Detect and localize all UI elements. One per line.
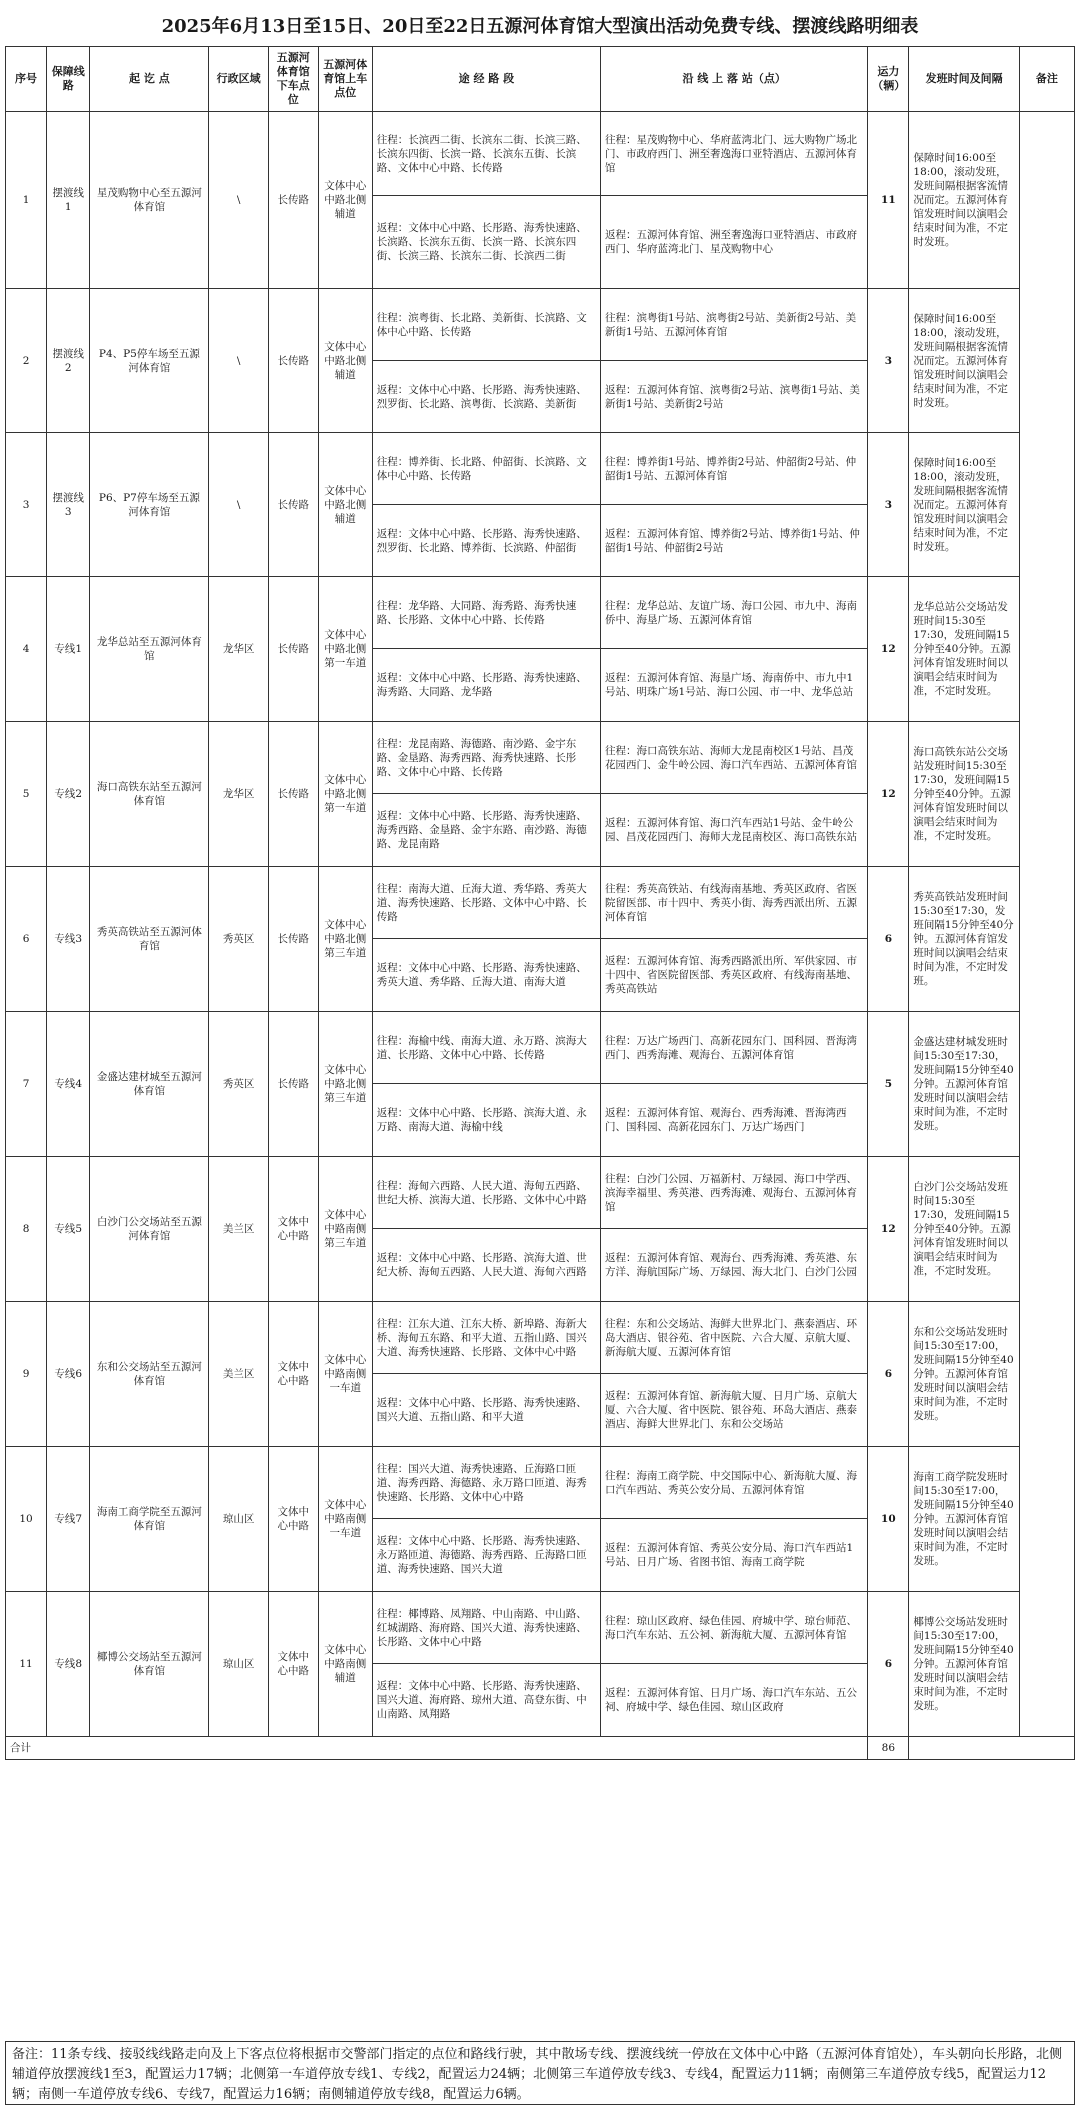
route-table — [5, 46, 1075, 1760]
district: 美兰区 — [209, 1302, 269, 1447]
route-outbound: 往程：海甸六西路、人民大道、海甸五西路、世纪大桥、滨海大道、长彤路、文体中心中路 — [372, 1157, 600, 1229]
drop-off-point: 长传路 — [268, 577, 318, 722]
route-outbound: 往程：国兴大道、海秀快速路、丘海路口匝道、海秀西路、海德路、永万路口匝道、海秀快速路、长彤路、文体中心中路 — [372, 1447, 600, 1519]
drop-off-point: 文体中心中路 — [268, 1447, 318, 1592]
route-outbound: 往程：海榆中线、南海大道、永万路、滨海大道、长彤路、文体中心中路、长传路 — [372, 1012, 600, 1084]
stops-return: 返程：五源河体育馆、观海台、西秀海滩、晋海湾西门、国科园、高新花园东门、万达广场西门 — [601, 1084, 868, 1157]
district: 秀英区 — [209, 1012, 269, 1157]
schedule: 保障时间16:00至18:00，滚动发班，发班间隔根据客流情况而定。五源河体育馆发班时间以演唱会结束时间为准，不定时发班。 — [909, 112, 1019, 289]
origin-destination: 椰博公交场站至五源河体育馆 — [90, 1592, 209, 1737]
stops-outbound: 往程：万达广场西门、高新花园东门、国科园、晋海湾西门、西秀海滩、观海台、五源河体育馆 — [601, 1012, 868, 1084]
row-number: 4 — [6, 577, 47, 722]
route-return: 返程：文体中心中路、长彤路、滨海大道、世纪大桥、海甸五西路、人民大道、海甸六西路 — [372, 1229, 600, 1302]
table-row — [6, 1157, 1075, 1229]
stops-outbound: 往程：星茂购物中心、华府蓝湾北门、远大购物广场北门、市政府西门、洲至奢逸海口亚特酒店、五源河体育馆 — [601, 112, 868, 196]
route-return: 返程：文体中心中路、长彤路、海秀快速路、海秀西路、金垦路、金宇东路、南沙路、海德路、龙昆南路 — [372, 794, 600, 867]
total-label: 合计 — [6, 1737, 868, 1760]
header-od: 起 讫 点 — [90, 47, 209, 112]
line-name: 专线7 — [47, 1447, 90, 1592]
capacity: 3 — [868, 433, 909, 577]
row-number: 2 — [6, 289, 47, 433]
route-outbound: 往程：南海大道、丘海大道、秀华路、秀英大道、海秀快速路、长彤路、文体中心中路、长传路 — [372, 867, 600, 939]
header-line: 保障线路 — [47, 47, 90, 112]
schedule: 白沙门公交场站发班时间15:30至17:30，发班间隔15分钟至40分钟。五源河体育馆发班时间以演唱会结束时间为准，不定时发班。 — [909, 1157, 1019, 1302]
table-header-row — [6, 47, 1075, 112]
line-name: 摆渡线3 — [47, 433, 90, 577]
district: \ — [209, 433, 269, 577]
header-capacity: 运力（辆） — [868, 47, 909, 112]
pick-up-point: 文体中心中路南侧辅道 — [318, 1592, 372, 1737]
line-name: 专线5 — [47, 1157, 90, 1302]
row-number: 11 — [6, 1592, 47, 1737]
schedule: 海南工商学院发班时间15:30至17:00，发班间隔15分钟至40分钟。五源河体育馆发班时间以演唱会结束时间为准，不定时发班。 — [909, 1447, 1019, 1592]
header-district: 行政区域 — [209, 47, 269, 112]
schedule: 海口高铁东站公交场站发班时间15:30至17:30，发班间隔15分钟至40分钟。五源河体育馆发班时间以演唱会结束时间为准，不定时发班。 — [909, 722, 1019, 867]
stops-outbound: 往程：东和公交场站、海鲜大世界北门、燕泰酒店、环岛大酒店、银谷苑、省中医院、六合大厦、京航大厦、新海航大厦、五源河体育馆 — [601, 1302, 868, 1374]
table-row — [6, 1302, 1075, 1374]
header-no: 序号 — [6, 47, 47, 112]
pick-up-point: 文体中心中路北侧第一车道 — [318, 577, 372, 722]
pick-up-point: 文体中心中路南侧一车道 — [318, 1302, 372, 1447]
pick-up-point: 文体中心中路北侧第一车道 — [318, 722, 372, 867]
origin-destination: 海南工商学院至五源河体育馆 — [90, 1447, 209, 1592]
table-row — [6, 1447, 1075, 1519]
route-outbound: 往程：江东大道、江东大桥、新埠路、海新大桥、海甸五东路、和平大道、五指山路、国兴大道、海秀快速路、长彤路、文体中心中路 — [372, 1302, 600, 1374]
origin-destination: P4、P5停车场至五源河体育馆 — [90, 289, 209, 433]
route-return: 返程：文体中心中路、长彤路、海秀快速路、烈罗街、长北路、滨粤街、长滨路、美新街 — [372, 361, 600, 433]
total-capacity: 86 — [868, 1737, 909, 1760]
table-row — [6, 577, 1075, 649]
origin-destination: 龙华总站至五源河体育馆 — [90, 577, 209, 722]
district: 琼山区 — [209, 1447, 269, 1592]
stops-return: 返程：五源河体育馆、海秀西路派出所、军供家园、市十四中、省医院留医部、秀英区政府、有线海南基地、秀英高铁站 — [601, 939, 868, 1012]
pick-up-point: 文体中心中路南侧一车道 — [318, 1447, 372, 1592]
row-number: 3 — [6, 433, 47, 577]
schedule: 保障时间16:00至18:00，滚动发班，发班间隔根据客流情况而定。五源河体育馆发班时间以演唱会结束时间为准，不定时发班。 — [909, 289, 1019, 433]
header-stops: 沿 线 上 落 站（点） — [601, 47, 868, 112]
stops-outbound: 往程：秀英高铁站、有线海南基地、秀英区政府、省医院留医部、市十四中、秀英小街、海秀西派出所、五源河体育馆 — [601, 867, 868, 939]
stops-return: 返程：五源河体育馆、秀英公安分局、海口汽车西站1号站、日月广场、省图书馆、海南工商学院 — [601, 1519, 868, 1592]
drop-off-point: 长传路 — [268, 867, 318, 1012]
stops-return: 返程：五源河体育馆、博养街2号站、博养街1号站、仲韶街1号站、仲韶街2号站 — [601, 505, 868, 577]
row-number: 9 — [6, 1302, 47, 1447]
schedule: 金盛达建材城发班时间15:30至17:30，发班间隔15分钟至40分钟。五源河体育馆发班时间以演唱会结束时间为准，不定时发班。 — [909, 1012, 1019, 1157]
row-number: 10 — [6, 1447, 47, 1592]
stops-outbound: 往程：琼山区政府、绿色佳园、府城中学、琼台师范、海口汽车东站、五公祠、新海航大厦、五源河体育馆 — [601, 1592, 868, 1664]
capacity: 12 — [868, 1157, 909, 1302]
district: 琼山区 — [209, 1592, 269, 1737]
document-title: 2025年6月13日至15日、20日至22日五源河体育馆大型演出活动免费专线、摆渡线路明细表 — [161, 16, 919, 37]
table-body — [6, 112, 1075, 1760]
district: 秀英区 — [209, 867, 269, 1012]
pick-up-point: 文体中心中路北侧辅道 — [318, 112, 372, 289]
route-outbound: 往程：滨粤街、长北路、美新街、长滨路、文体中心中路、长传路 — [372, 289, 600, 361]
header-remark: 备注 — [1019, 47, 1074, 112]
route-outbound: 往程：龙华路、大同路、海秀路、海秀快速路、长彤路、文体中心中路、长传路 — [372, 577, 600, 649]
district: 龙华区 — [209, 722, 269, 867]
district: 美兰区 — [209, 1157, 269, 1302]
schedule: 秀英高铁站发班时间15:30至17:30，发班间隔15分钟至40分钟。五源河体育馆发班时间以演唱会结束时间为准，不定时发班。 — [909, 867, 1019, 1012]
drop-off-point: 长传路 — [268, 112, 318, 289]
route-return: 返程：文体中心中路、长彤路、滨海大道、永万路、南海大道、海榆中线 — [372, 1084, 600, 1157]
route-return: 返程：文体中心中路、长彤路、海秀快速路、长滨路、长滨东五街、长滨一路、长滨东四街、长滨三路、长滨东二街、长滨西二街 — [372, 196, 600, 289]
stops-return: 返程：五源河体育馆、日月广场、海口汽车东站、五公祠、府城中学、绿色佳园、琼山区政府 — [601, 1664, 868, 1737]
origin-destination: 白沙门公交场站至五源河体育馆 — [90, 1157, 209, 1302]
route-return: 返程：文体中心中路、长彤路、海秀快速路、永万路匝道、海德路、海秀西路、丘海路口匝道、海秀快速路、国兴大道 — [372, 1519, 600, 1592]
capacity: 3 — [868, 289, 909, 433]
header-route: 途 经 路 段 — [372, 47, 600, 112]
table-row — [6, 112, 1075, 196]
stops-outbound: 往程：白沙门公园、万福新村、万绿园、海口中学西、滨海幸福里、秀英港、西秀海滩、观海台、五源河体育馆 — [601, 1157, 868, 1229]
stops-outbound: 往程：博养街1号站、博养街2号站、仲韶街2号站、仲韶街1号站、五源河体育馆 — [601, 433, 868, 505]
table-row — [6, 1592, 1075, 1664]
line-name: 专线4 — [47, 1012, 90, 1157]
line-name: 专线1 — [47, 577, 90, 722]
schedule: 保障时间16:00至18:00，滚动发班，发班间隔根据客流情况而定。五源河体育馆发班时间以演唱会结束时间为准，不定时发班。 — [909, 433, 1019, 577]
capacity: 6 — [868, 1592, 909, 1737]
stops-return: 返程：五源河体育馆、洲至奢逸海口亚特酒店、市政府西门、华府蓝湾北门、星茂购物中心 — [601, 196, 868, 289]
pick-up-point: 文体中心中路北侧辅道 — [318, 433, 372, 577]
route-outbound: 往程：龙昆南路、海德路、南沙路、金宇东路、金垦路、海秀西路、海秀快速路、长彤路、文体中心中路、长传路 — [372, 722, 600, 794]
row-number: 7 — [6, 1012, 47, 1157]
stops-return: 返程：五源河体育馆、海口汽车西站1号站、金牛岭公园、昌茂花园西门、海师大龙昆南校区、海口高铁东站 — [601, 794, 868, 867]
drop-off-point: 文体中心中路 — [268, 1302, 318, 1447]
schedule: 龙华总站公交场站发班时间15:30至17:30，发班间隔15分钟至40分钟。五源河体育馆发班时间以演唱会结束时间为准，不定时发班。 — [909, 577, 1019, 722]
schedule: 东和公交场站发班时间15:30至17:00，发班间隔15分钟至40分钟。五源河体育馆发班时间以演唱会结束时间为准，不定时发班。 — [909, 1302, 1019, 1447]
footnote: 备注：11条专线、接驳线线路走向及上下客点位将根据市交警部门指定的点位和路线行驶，其中散场专线、摆渡线统一停放在文体中心中路（五源河体育馆处），车头朝向长彤路，北侧辅道停放摆渡线1至3，配置运力17辆；北侧第一车道停放专线1、专线2，配置运力24辆；北侧第三车道停放专线3、专线4，配置运力11辆；南侧第三车道停放专线5，配置运力12辆；南侧一车道停放专线6、专线7，配置运力16辆；南侧辅道停放专线8，配置运力6辆。 — [5, 2041, 1075, 2105]
capacity: 5 — [868, 1012, 909, 1157]
table-row — [6, 289, 1075, 361]
line-name: 专线6 — [47, 1302, 90, 1447]
line-name: 摆渡线2 — [47, 289, 90, 433]
route-outbound: 往程：椰博路、凤翔路、中山南路、中山路、红城湖路、海府路、国兴大道、海秀快速路、长彤路、文体中心中路 — [372, 1592, 600, 1664]
route-outbound: 往程：博养街、长北路、仲韶街、长滨路、文体中心中路、长传路 — [372, 433, 600, 505]
total-row — [6, 1737, 1075, 1760]
drop-off-point: 长传路 — [268, 1012, 318, 1157]
origin-destination: 星茂购物中心至五源河体育馆 — [90, 112, 209, 289]
stops-return: 返程：五源河体育馆、新海航大厦、日月广场、京航大厦、六合大厦、省中医院、银谷苑、环岛大酒店、燕泰酒店、海鲜大世界北门、东和公交场站 — [601, 1374, 868, 1447]
total-blank — [909, 1737, 1075, 1760]
drop-off-point: 长传路 — [268, 289, 318, 433]
pick-up-point: 文体中心中路北侧辅道 — [318, 289, 372, 433]
drop-off-point: 文体中心中路 — [268, 1592, 318, 1737]
district: \ — [209, 289, 269, 433]
header-pick: 五源河体育馆上车点位 — [318, 47, 372, 112]
row-number: 8 — [6, 1157, 47, 1302]
header-drop: 五源河体育馆下车点位 — [268, 47, 318, 112]
line-name: 摆渡线1 — [47, 112, 90, 289]
table-row — [6, 433, 1075, 505]
pick-up-point: 文体中心中路南侧第三车道 — [318, 1157, 372, 1302]
capacity: 12 — [868, 722, 909, 867]
route-return: 返程：文体中心中路、长彤路、海秀快速路、烈罗街、长北路、博养街、长滨路、仲韶街 — [372, 505, 600, 577]
row-number: 5 — [6, 722, 47, 867]
stops-outbound: 往程：龙华总站、友谊广场、海口公园、市九中、海南侨中、海垦广场、五源河体育馆 — [601, 577, 868, 649]
line-name: 专线2 — [47, 722, 90, 867]
row-number: 6 — [6, 867, 47, 1012]
capacity: 6 — [868, 867, 909, 1012]
pick-up-point: 文体中心中路北侧第三车道 — [318, 867, 372, 1012]
origin-destination: 东和公交场站至五源河体育馆 — [90, 1302, 209, 1447]
schedule: 椰博公交场站发班时间15:30至17:00，发班间隔15分钟至40分钟。五源河体育馆发班时间以演唱会结束时间为准，不定时发班。 — [909, 1592, 1019, 1737]
route-return: 返程：文体中心中路、长彤路、海秀快速路、国兴大道、五指山路、和平大道 — [372, 1374, 600, 1447]
route-return: 返程：文体中心中路、长彤路、海秀快速路、海秀路、大同路、龙华路 — [372, 649, 600, 722]
stops-return: 返程：五源河体育馆、观海台、西秀海滩、秀英港、东方洋、海航国际广场、万绿园、海大北门、白沙门公园 — [601, 1229, 868, 1302]
stops-outbound: 往程：海南工商学院、中交国际中心、新海航大厦、海口汽车西站、秀英公安分局、五源河体育馆 — [601, 1447, 868, 1519]
stops-outbound: 往程：滨粤街1号站、滨粤街2号站、美新街2号站、美新街1号站、五源河体育馆 — [601, 289, 868, 361]
capacity: 12 — [868, 577, 909, 722]
district: 龙华区 — [209, 577, 269, 722]
capacity: 10 — [868, 1447, 909, 1592]
origin-destination: 金盛达建材城至五源河体育馆 — [90, 1012, 209, 1157]
stops-return: 返程：五源河体育馆、滨粤街2号站、滨粤街1号站、美新街1号站、美新街2号站 — [601, 361, 868, 433]
header-time: 发班时间及间隔 — [909, 47, 1019, 112]
origin-destination: 秀英高铁站至五源河体育馆 — [90, 867, 209, 1012]
remark-cell — [1019, 112, 1074, 1737]
pick-up-point: 文体中心中路北侧第三车道 — [318, 1012, 372, 1157]
table-row — [6, 722, 1075, 794]
origin-destination: P6、P7停车场至五源河体育馆 — [90, 433, 209, 577]
drop-off-point: 文体中心中路 — [268, 1157, 318, 1302]
district: \ — [209, 112, 269, 289]
route-return: 返程：文体中心中路、长彤路、海秀快速路、国兴大道、海府路、琼州大道、高登东街、中山南路、凤翔路 — [372, 1664, 600, 1737]
route-outbound: 往程：长滨西二街、长滨东二街、长滨三路、长滨东四街、长滨一路、长滨东五街、长滨路、文体中心中路、长传路 — [372, 112, 600, 196]
stops-outbound: 往程：海口高铁东站、海师大龙昆南校区1号站、昌茂花园西门、金牛岭公园、海口汽车西站、五源河体育馆 — [601, 722, 868, 794]
capacity: 11 — [868, 112, 909, 289]
stops-return: 返程：五源河体育馆、海垦广场、海南侨中、市九中1号站、明珠广场1号站、海口公园、市一中、龙华总站 — [601, 649, 868, 722]
line-name: 专线8 — [47, 1592, 90, 1737]
drop-off-point: 长传路 — [268, 722, 318, 867]
table-row — [6, 1012, 1075, 1084]
route-return: 返程：文体中心中路、长彤路、海秀快速路、秀英大道、秀华路、丘海大道、南海大道 — [372, 939, 600, 1012]
drop-off-point: 长传路 — [268, 433, 318, 577]
row-number: 1 — [6, 112, 47, 289]
line-name: 专线3 — [47, 867, 90, 1012]
origin-destination: 海口高铁东站至五源河体育馆 — [90, 722, 209, 867]
capacity: 6 — [868, 1302, 909, 1447]
table-row — [6, 867, 1075, 939]
